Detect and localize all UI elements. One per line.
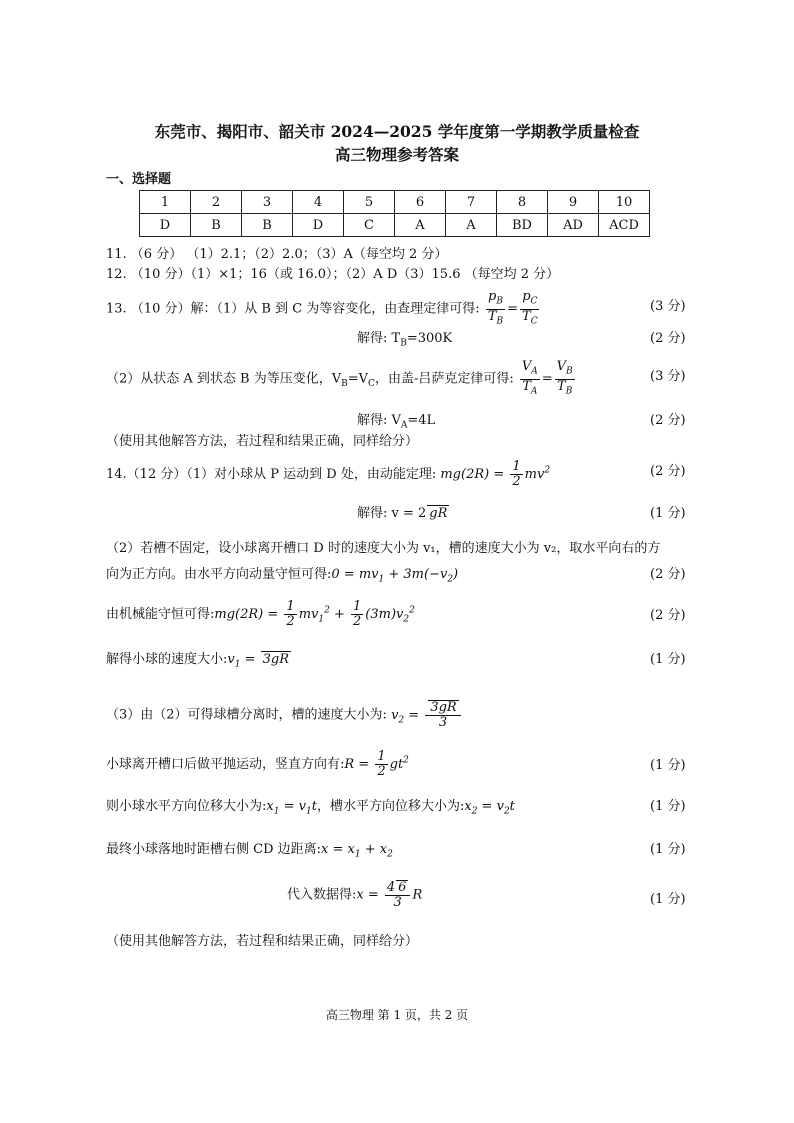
score: (2 分)	[650, 331, 686, 346]
table-cell: D	[140, 214, 191, 237]
table-cell: A	[395, 214, 446, 237]
table-cell: B	[191, 214, 242, 237]
answer-14-final-distance: 最终小球落地时距槽右侧 CD 边距离:x = $x_1 + x_2$	[106, 842, 393, 860]
score: (1 分)	[650, 842, 686, 857]
answer-11: 11. （6 分） （1）2.1；（2）2.0；（3）A（每空均 2 分）	[106, 247, 448, 262]
table-cell: 5	[344, 191, 395, 214]
score: (2 分)	[650, 464, 686, 479]
answer-12: 12. （10 分）（1）×1；16（或 16.0）；（2）A D（3）15.6 （每空均 2 分）	[106, 267, 560, 282]
score: (1 分)	[650, 892, 686, 907]
answer-13-solution-2: 解得: $V_A=4L$	[357, 413, 436, 431]
answer-13-intro: 13. （10 分）解：（1）从 B 到 C 为等容变化，由查理定律可得: $\frac{p_B}{T_B}$ = $\frac{p_C}{T_C}$	[106, 289, 538, 327]
answer-14-fall: 小球离开槽口后做平抛运动，竖直方向有:R = $\frac{1}{2}$ $gt^2$	[106, 749, 409, 779]
charles-eq-left: $\frac{p_B}{T_B}$	[487, 289, 504, 327]
answer-14-energy: 由机械能守恒可得:mg(2R) = $\frac{1}{2}$ $mv_1^2$ + $\frac{1}{2}$ $(3m)v_2^2$	[106, 599, 415, 629]
answer-13-solution-1: 解得: $T_B=300K$	[357, 331, 453, 349]
table-cell: AD	[548, 214, 599, 237]
score: (3 分)	[650, 369, 686, 384]
document-title: 东莞市、揭阳市、韶关市 2024—2025 学年度第一学期教学质量检查	[154, 122, 640, 141]
score: (1 分)	[650, 758, 686, 773]
table-cell: D	[293, 214, 344, 237]
score: (1 分)	[650, 652, 686, 667]
page-footer: 高三物理 第 1 页，共 2 页	[325, 1008, 469, 1022]
gay-lussac-eq: $\frac{V_A}{T_A}$	[521, 359, 538, 397]
table-cell: 4	[293, 191, 344, 214]
answer-table-numbers-row	[140, 191, 650, 214]
answer-14-intro: 14.（12 分）（1）对小球从 P 运动到 D 处，由动能定理: mg(2R) = $\frac{1}{2}$ $mv^2$	[106, 459, 551, 489]
table-cell: C	[344, 214, 395, 237]
score: (2 分)	[650, 413, 686, 428]
table-cell: 9	[548, 191, 599, 214]
document-subtitle: 高三物理参考答案	[334, 145, 459, 164]
answer-14-part-2-line-1: （2）若槽不固定，设小球离开槽口 D 时的速度大小为 v₁，槽的速度大小为 v₂，取水平向右的方	[106, 541, 661, 556]
table-cell: 2	[191, 191, 242, 214]
score: (3 分)	[650, 299, 686, 314]
answer-14-solution-1: 解得: v = 2 gR	[357, 506, 448, 521]
answer-14-part-2-line-2: 向为正方向。由水平方向动量守恒可得:0 = $mv_1 + 3m(-v_2)$	[106, 567, 459, 585]
table-cell: BD	[497, 214, 548, 237]
answer-14-part-3: （3）由（2）可得球槽分离时，槽的速度大小为: $v_2$ = $\frac{3gR}{3}$	[106, 700, 463, 730]
score: (2 分)	[650, 608, 686, 623]
table-cell: 8	[497, 191, 548, 214]
table-cell: 3	[242, 191, 293, 214]
answer-14-displacement: 则小球水平方向位移大小为$:x_1 = v_1t$，槽水平方向位移大小为$:x_2 = v_2t$	[106, 799, 515, 817]
answer-table-answers-row	[140, 214, 650, 237]
table-cell: A	[446, 214, 497, 237]
score: (1 分)	[650, 799, 686, 814]
answer-table	[139, 190, 650, 237]
table-cell: 7	[446, 191, 497, 214]
section-label: 一、选择题	[106, 172, 172, 187]
table-cell: ACD	[599, 214, 650, 237]
answer-14-speed: 解得小球的速度大小$:v_1 = 3gR$	[106, 652, 290, 670]
table-cell: 6	[395, 191, 446, 214]
answer-13-note: （使用其他解答方法，若过程和结果正确，同样给分）	[106, 434, 419, 449]
table-cell: 1	[140, 191, 191, 214]
score: (1 分)	[650, 506, 686, 521]
score: (2 分)	[650, 567, 686, 582]
table-cell: 10	[599, 191, 650, 214]
table-cell: B	[242, 214, 293, 237]
answer-13-intro-text: 13. （10 分）解：（1）从 B 到 C 为等容变化，由查理定律可得:	[106, 301, 480, 317]
charles-eq-right: $\frac{p_C}{T_C}$	[522, 289, 538, 327]
answer-14-substitution: 代入数据得:x = $\frac{4 6}{3}$ R	[287, 880, 423, 910]
answer-13-part-2: （2）从状态 A 到状态 B 为等压变化，$V_B=V_C$，由盖-吕萨克定律可得: $\frac{V_A}{T_A}$ = $\frac{V_B}{T_B}$	[106, 359, 573, 397]
answer-14-note: （使用其他解答方法，若过程和结果正确，同样给分）	[106, 934, 419, 949]
